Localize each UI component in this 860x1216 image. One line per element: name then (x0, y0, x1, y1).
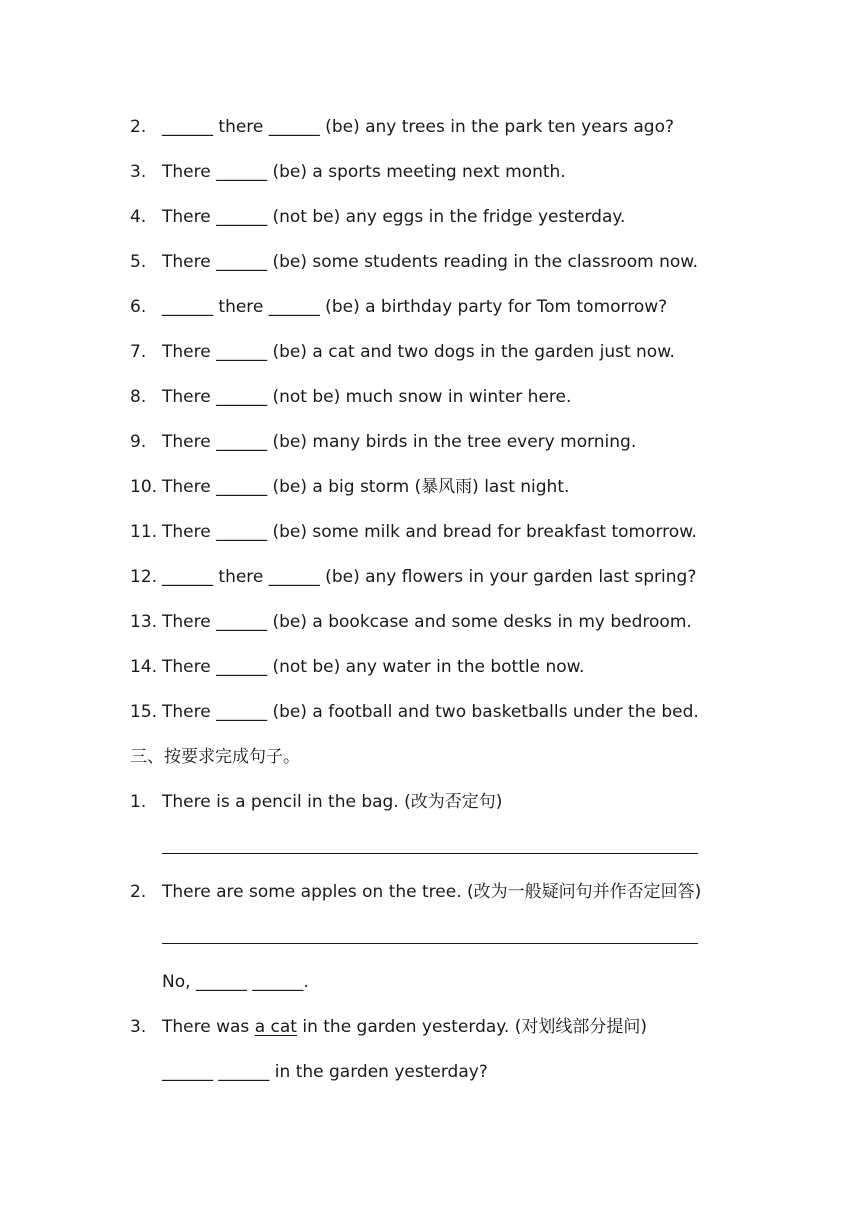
item-text: There ______ (be) many birds in the tree every morning. (162, 432, 637, 452)
item-text: ______ there ______ (be) any trees in the park ten years ago? (162, 117, 674, 137)
exercise-item-8 (130, 386, 571, 408)
answer-line (162, 943, 698, 944)
item-text: There ______ (be) a bookcase and some desks in my bedroom. (162, 612, 692, 632)
rewrite-item-2 (130, 881, 701, 903)
item-number: 10. (130, 477, 158, 497)
item-text: There ______ (be) a cat and two dogs in the garden just now. (162, 342, 675, 362)
item-text: ______ there ______ (be) a birthday party for Tom tomorrow? (162, 297, 668, 317)
item-number: 3. (130, 162, 147, 182)
item-number: 14. (130, 657, 158, 677)
item-text: There are some apples on the tree. (改为一般疑问句并作否定回答) (162, 882, 702, 902)
item-number: 13. (130, 612, 158, 632)
item-number: 1. (130, 792, 147, 812)
exercise-item-15 (130, 701, 699, 723)
item-text: There ______ (be) a football and two basketballs under the bed. (162, 702, 699, 722)
short-answer: No, ______ ______. (162, 972, 309, 992)
exercise-item-11 (130, 521, 697, 543)
item-number: 8. (130, 387, 147, 407)
exercise-item-3 (130, 161, 566, 183)
item-text-pre: There was (162, 1017, 255, 1037)
item-text: There ______ (not be) any water in the bottle now. (162, 657, 585, 677)
item-number: 6. (130, 297, 147, 317)
item-text: There is a pencil in the bag. (改为否定句) (162, 792, 503, 812)
item-text: There ______ (be) a sports meeting next month. (162, 162, 566, 182)
exercise-item-9 (130, 431, 636, 453)
exercise-item-5 (130, 251, 698, 273)
section-heading: 三、按要求完成句子。 (130, 747, 300, 767)
question-answer: ______ ______ in the garden yesterday? (162, 1062, 488, 1082)
answer-line (162, 853, 698, 854)
item-number: 3. (130, 1017, 147, 1037)
item-number: 9. (130, 432, 147, 452)
item-text: There ______ (not be) much snow in winter here. (162, 387, 572, 407)
exercise-item-10 (130, 476, 569, 498)
item-number: 5. (130, 252, 147, 272)
exercise-item-2 (130, 116, 674, 138)
underlined-phrase: a cat (254, 1017, 297, 1037)
exercise-item-4 (130, 206, 625, 228)
item-text: There ______ (not be) any eggs in the fridge yesterday. (162, 207, 626, 227)
item-text: There ______ (be) a big storm (暴风雨) last night. (162, 477, 570, 497)
exercise-item-13 (130, 611, 692, 633)
item-number: 4. (130, 207, 147, 227)
item-number: 2. (130, 117, 147, 137)
rewrite-item-1 (130, 791, 502, 813)
exercise-item-12 (130, 566, 696, 588)
item-text-post: in the garden yesterday. (对划线部分提问) (296, 1017, 647, 1037)
rewrite-item-3 (130, 1016, 647, 1038)
exercise-item-14 (130, 656, 584, 678)
item-number: 15. (130, 702, 158, 722)
item-text: There ______ (be) some milk and bread for breakfast tomorrow. (162, 522, 697, 542)
item-number: 11. (130, 522, 158, 542)
item-text: ______ there ______ (be) any flowers in your garden last spring? (162, 567, 697, 587)
item-number: 7. (130, 342, 147, 362)
item-text: There ______ (be) some students reading in the classroom now. (162, 252, 699, 272)
item-number: 12. (130, 567, 158, 587)
exercise-item-6 (130, 296, 667, 318)
exercise-item-7 (130, 341, 675, 363)
item-number: 2. (130, 882, 147, 902)
